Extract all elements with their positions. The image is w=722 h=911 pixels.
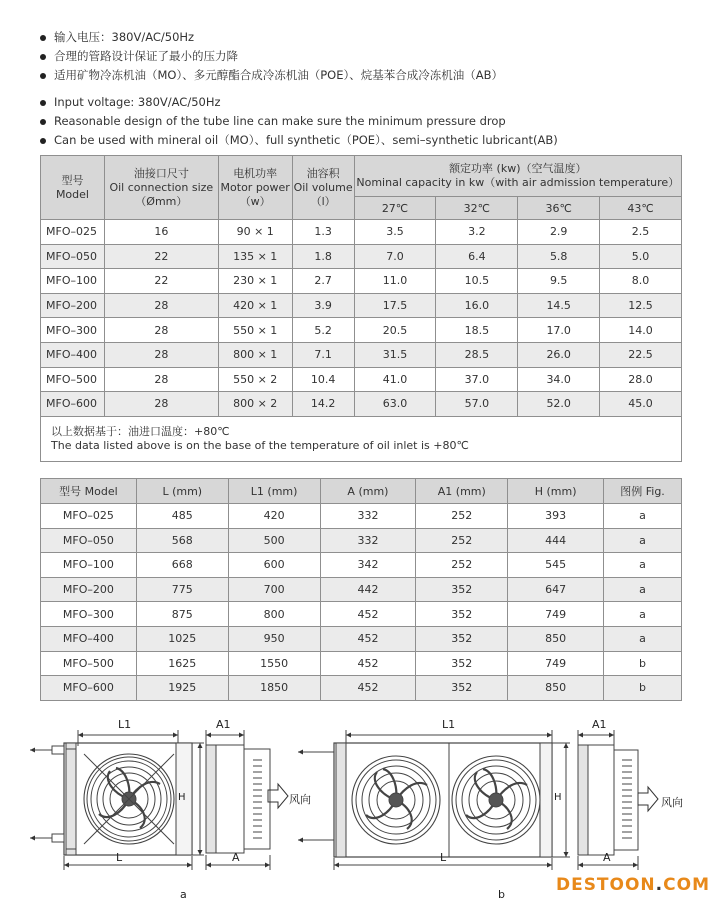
dim-label-a-b: A (603, 851, 611, 864)
header-temp-43: 43℃ (600, 197, 682, 220)
dimension-header: A (mm) (320, 479, 416, 504)
watermark-logo: DESTOON.COM (555, 875, 710, 895)
value-cell: 28.0 (600, 367, 682, 392)
table-row (41, 602, 682, 627)
value-cell: 342 (320, 553, 416, 578)
bullet-cn-1: 输入电压：380V/AC/50Hz (40, 28, 710, 47)
dim-label-l-b: L (440, 851, 447, 864)
model-cell: MFO–400 (41, 342, 105, 367)
dimension-header: L (mm) (136, 479, 228, 504)
value-cell: 90 × 1 (218, 220, 292, 245)
value-cell: 28 (104, 293, 218, 318)
value-cell: 2.7 (292, 269, 354, 294)
table-row (41, 577, 682, 602)
value-cell: 2.9 (518, 220, 600, 245)
value-cell: 420 × 1 (218, 293, 292, 318)
value-cell: 352 (416, 676, 508, 701)
bullet-en-3: Can be used with mineral oil（MO）、full synthetic（POE）、semi–synthetic lubricant(AB) (40, 131, 710, 150)
value-cell: 2.5 (600, 220, 682, 245)
table-note (41, 416, 682, 461)
value-cell: 444 (508, 528, 604, 553)
value-cell: a (604, 504, 682, 529)
performance-table (40, 155, 682, 462)
value-cell: 14.2 (292, 392, 354, 417)
value-cell: 452 (320, 676, 416, 701)
value-cell: 749 (508, 602, 604, 627)
value-cell: 17.5 (354, 293, 436, 318)
value-cell: 6.4 (436, 244, 518, 269)
dim-label-h-a: H (178, 792, 186, 803)
table-row (41, 269, 682, 294)
model-cell: MFO–050 (41, 244, 105, 269)
value-cell: a (604, 602, 682, 627)
fig-label-b: b (498, 888, 505, 901)
value-cell: a (604, 528, 682, 553)
value-cell: 5.2 (292, 318, 354, 343)
bullet-cn-2: 合理的管路设计保证了最小的压力降 (40, 47, 710, 66)
value-cell: a (604, 577, 682, 602)
dim-label-l1-b: L1 (442, 718, 456, 731)
fig-label-a: a (180, 888, 187, 901)
value-cell: 668 (136, 553, 228, 578)
value-cell: 11.0 (354, 269, 436, 294)
model-cell: MFO–400 (41, 626, 137, 651)
value-cell: 28 (104, 342, 218, 367)
value-cell: 352 (416, 626, 508, 651)
dim-label-l1-a: L1 (118, 718, 132, 731)
model-cell: MFO–025 (41, 504, 137, 529)
value-cell: 10.4 (292, 367, 354, 392)
value-cell: 749 (508, 651, 604, 676)
dimension-header: 图例 Fig. (604, 479, 682, 504)
note-en: The data listed above is on the base of the temperature of oil inlet is +80℃ (51, 438, 469, 452)
model-cell: MFO–600 (41, 392, 105, 417)
header-nominal-capacity: 额定功率 (kw)（空气温度） Nominal capacity in kw（with air admission temperature） (354, 156, 681, 197)
model-cell: MFO–050 (41, 528, 137, 553)
value-cell: 1550 (228, 651, 320, 676)
model-cell: MFO–200 (41, 293, 105, 318)
value-cell: 5.0 (600, 244, 682, 269)
value-cell: a (604, 626, 682, 651)
value-cell: 700 (228, 577, 320, 602)
value-cell: 800 × 1 (218, 342, 292, 367)
value-cell: 550 × 2 (218, 367, 292, 392)
header-oil-volume: 油容积 Oil volume （l） (292, 156, 354, 220)
model-cell: MFO–300 (41, 318, 105, 343)
value-cell: 9.5 (518, 269, 600, 294)
bullet-en-1: Input voltage: 380V/AC/50Hz (40, 93, 710, 112)
header-model: 型号 Model (41, 156, 105, 220)
table-row (41, 220, 682, 245)
header-temp-36: 36℃ (518, 197, 600, 220)
table-row (41, 318, 682, 343)
value-cell: 875 (136, 602, 228, 627)
value-cell: b (604, 651, 682, 676)
dimension-header: A1 (mm) (416, 479, 508, 504)
value-cell: 352 (416, 651, 508, 676)
table-row (41, 293, 682, 318)
value-cell: 230 × 1 (218, 269, 292, 294)
table-row (41, 651, 682, 676)
dim-label-l-a: L (116, 851, 123, 864)
table-row (41, 244, 682, 269)
dim-label-a1-a: A1 (216, 718, 231, 731)
table-row (41, 676, 682, 701)
value-cell: 16.0 (436, 293, 518, 318)
value-cell: 1625 (136, 651, 228, 676)
value-cell: 485 (136, 504, 228, 529)
value-cell: 7.0 (354, 244, 436, 269)
value-cell: 12.5 (600, 293, 682, 318)
value-cell: 22.5 (600, 342, 682, 367)
fig-a-side-view (206, 730, 288, 870)
value-cell: 252 (416, 553, 508, 578)
value-cell: 37.0 (436, 367, 518, 392)
value-cell: 3.9 (292, 293, 354, 318)
value-cell: 7.1 (292, 342, 354, 367)
dimension-table (40, 478, 682, 701)
value-cell: 10.5 (436, 269, 518, 294)
value-cell: 332 (320, 504, 416, 529)
header-oil-connection: 油接口尺寸 Oil connection size （Ømm） (104, 156, 218, 220)
value-cell: 800 (228, 602, 320, 627)
model-cell: MFO–500 (41, 367, 105, 392)
value-cell: 57.0 (436, 392, 518, 417)
dimension-header: L1 (mm) (228, 479, 320, 504)
value-cell: 545 (508, 553, 604, 578)
value-cell: 16 (104, 220, 218, 245)
dimension-header: H (mm) (508, 479, 604, 504)
value-cell: a (604, 553, 682, 578)
header-temp-32: 32℃ (436, 197, 518, 220)
value-cell: 850 (508, 626, 604, 651)
table-row (41, 504, 682, 529)
model-cell: MFO–200 (41, 577, 137, 602)
value-cell: 28 (104, 392, 218, 417)
dim-label-a1-b: A1 (592, 718, 607, 731)
value-cell: 63.0 (354, 392, 436, 417)
value-cell: 5.8 (518, 244, 600, 269)
value-cell: 332 (320, 528, 416, 553)
value-cell: 26.0 (518, 342, 600, 367)
value-cell: 550 × 1 (218, 318, 292, 343)
note-cn: 以上数据基于：油进口温度：+80℃ (51, 424, 230, 438)
value-cell: 22 (104, 269, 218, 294)
value-cell: 28 (104, 318, 218, 343)
value-cell: 850 (508, 676, 604, 701)
value-cell: 18.5 (436, 318, 518, 343)
value-cell: 1850 (228, 676, 320, 701)
feature-list (40, 28, 710, 150)
fig-b-side-view (578, 730, 658, 870)
header-temp-27: 27℃ (354, 197, 436, 220)
value-cell: 3.5 (354, 220, 436, 245)
wind-label-b: 风向 (661, 796, 683, 809)
value-cell: 252 (416, 504, 508, 529)
value-cell: 393 (508, 504, 604, 529)
table-row (41, 626, 682, 651)
table-row (41, 367, 682, 392)
model-cell: MFO–100 (41, 269, 105, 294)
header-motor-power: 电机功率 Motor power （w） (218, 156, 292, 220)
value-cell: 600 (228, 553, 320, 578)
value-cell: 1925 (136, 676, 228, 701)
value-cell: b (604, 676, 682, 701)
value-cell: 17.0 (518, 318, 600, 343)
value-cell: 568 (136, 528, 228, 553)
value-cell: 452 (320, 602, 416, 627)
model-cell: MFO–100 (41, 553, 137, 578)
value-cell: 41.0 (354, 367, 436, 392)
bullet-cn-3: 适用矿物冷冻机油（MO）、多元醇酯合成冷冻机油（POE）、烷基苯合成冷冻机油（AB） (40, 66, 710, 85)
value-cell: 950 (228, 626, 320, 651)
value-cell: 1.8 (292, 244, 354, 269)
value-cell: 352 (416, 577, 508, 602)
value-cell: 452 (320, 626, 416, 651)
value-cell: 14.0 (600, 318, 682, 343)
model-cell: MFO–025 (41, 220, 105, 245)
value-cell: 3.2 (436, 220, 518, 245)
value-cell: 1025 (136, 626, 228, 651)
dim-label-a-a: A (232, 851, 240, 864)
value-cell: 45.0 (600, 392, 682, 417)
value-cell: 31.5 (354, 342, 436, 367)
value-cell: 420 (228, 504, 320, 529)
value-cell: 452 (320, 651, 416, 676)
value-cell: 34.0 (518, 367, 600, 392)
value-cell: 28.5 (436, 342, 518, 367)
value-cell: 800 × 2 (218, 392, 292, 417)
value-cell: 647 (508, 577, 604, 602)
value-cell: 252 (416, 528, 508, 553)
value-cell: 8.0 (600, 269, 682, 294)
value-cell: 500 (228, 528, 320, 553)
table-row (41, 553, 682, 578)
table-row (41, 528, 682, 553)
model-cell: MFO–300 (41, 602, 137, 627)
dimension-header: 型号 Model (41, 479, 137, 504)
table-row (41, 342, 682, 367)
model-cell: MFO–500 (41, 651, 137, 676)
value-cell: 14.5 (518, 293, 600, 318)
dim-label-h-b: H (554, 792, 562, 803)
value-cell: 22 (104, 244, 218, 269)
value-cell: 52.0 (518, 392, 600, 417)
value-cell: 1.3 (292, 220, 354, 245)
bullet-en-2: Reasonable design of the tube line can make sure the minimum pressure drop (40, 112, 710, 131)
wind-label-a: 风向 (289, 793, 311, 806)
model-cell: MFO–600 (41, 676, 137, 701)
value-cell: 20.5 (354, 318, 436, 343)
value-cell: 28 (104, 367, 218, 392)
value-cell: 442 (320, 577, 416, 602)
fig-b-front-view (298, 730, 570, 870)
table-row (41, 392, 682, 417)
value-cell: 135 × 1 (218, 244, 292, 269)
value-cell: 775 (136, 577, 228, 602)
value-cell: 352 (416, 602, 508, 627)
